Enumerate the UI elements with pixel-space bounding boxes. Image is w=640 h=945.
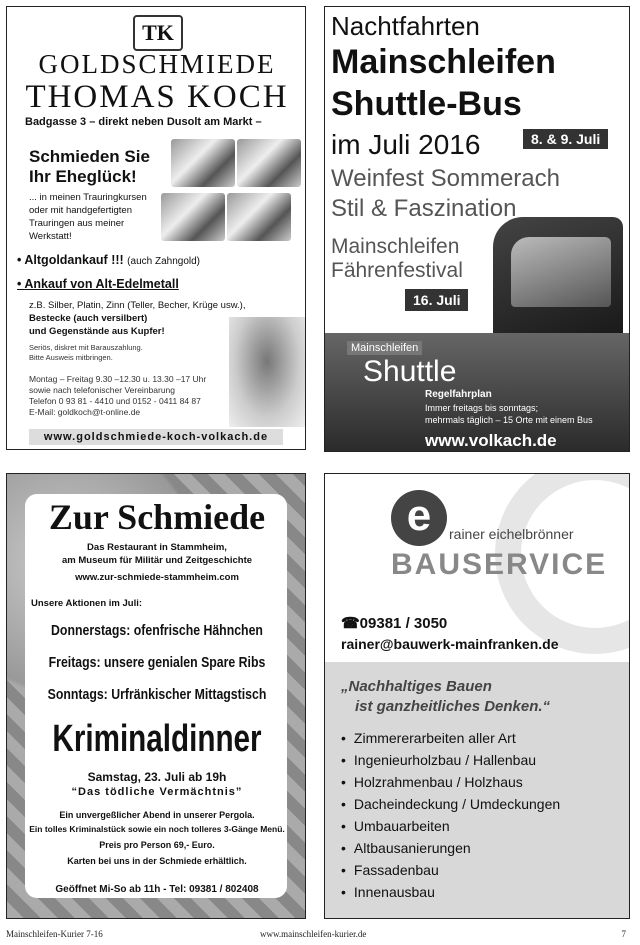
service-item: • Zimmererarbeiten aller Art <box>341 730 516 746</box>
bus-windshield <box>511 237 611 307</box>
ad2-plan2: mehrmals täglich – 15 Orte mit einem Bus <box>425 415 593 425</box>
ad4-quote2: ist ganzheitliches Denken.“ <box>355 698 551 715</box>
hours-line4: E-Mail: goldkoch@t-online.de <box>29 407 141 417</box>
service-item: • Holzrahmenbau / Holzhaus <box>341 774 523 790</box>
ad2-line1: Nachtfahrten <box>331 11 480 41</box>
ad3-action3: Sonntags: Urfränkischer Mittagstisch <box>47 686 267 703</box>
bullet2-text: Ankauf von Alt-Edelmetall <box>24 277 179 291</box>
hours-line2: sowie nach telefonischer Vereinbarung <box>29 385 176 395</box>
ad2-line6: Stil & Faszination <box>331 195 517 222</box>
dog-photo <box>229 317 305 427</box>
ad2-date1: 8. & 9. Juli <box>523 129 608 149</box>
ad3-url[interactable]: www.zur-schmiede-stammheim.com <box>75 572 239 583</box>
ad3-desc1: Ein unvergeßlicher Abend in unserer Pergola. <box>59 810 255 820</box>
ad4-company: BAUSERVICE <box>391 548 608 581</box>
ad3-play: “Das tödliche Vermächtnis” <box>71 786 243 798</box>
footer-page-number: 7 <box>621 929 626 939</box>
tiny-line2: Bitte Ausweis mitbringen. <box>29 353 113 362</box>
ad2-url[interactable]: www.volkach.de <box>425 431 557 450</box>
bullet1-text: Altgoldankauf !!! <box>24 253 124 267</box>
ad3-action1: Donnerstags: ofenfrische Hähnchen <box>51 622 263 639</box>
rings-photo-1 <box>171 139 235 187</box>
ad4-email[interactable]: rainer@bauwerk-mainfranken.de <box>341 636 559 652</box>
ad1-bullet2: • Ankauf von Alt-Edelmetall <box>17 277 179 291</box>
ad2-plan1: Immer freitags bis sonntags; <box>425 403 539 413</box>
rings-photo-4 <box>227 193 291 241</box>
rings-photo-2 <box>237 139 301 187</box>
ad4-phone: ☎09381 / 3050 <box>341 615 448 632</box>
ad2-plan-title: Regelfahrplan <box>425 389 492 400</box>
footer-left: Mainschleifen-Kurier 7-16 <box>6 929 103 939</box>
service-item: • Fassadenbau <box>341 862 439 878</box>
ad3-action2: Freitags: unsere genialen Spare Ribs <box>48 654 266 671</box>
ad3-title: Zur Schmiede <box>48 497 266 537</box>
bullet1-small: (auch Zahngold) <box>127 256 200 267</box>
ad4-quote1: „Nachhaltiges Bauen <box>341 678 492 695</box>
ad2-line7: Mainschleifen <box>331 235 460 258</box>
ad2-line4: im Juli 2016 <box>331 129 481 160</box>
ad2-line5: Weinfest Sommerach <box>331 165 560 192</box>
e-logo: e <box>391 490 447 546</box>
goldschmiede-ad <box>6 6 306 450</box>
service-item: • Dacheindeckung / Umdeckungen <box>341 796 560 812</box>
ad3-actions: Unsere Aktionen im Juli: <box>31 598 143 609</box>
service-item: • Umbauarbeiten <box>341 818 450 834</box>
hours-line3: Telefon 0 93 81 - 4410 und 0152 - 0411 84 87 <box>29 396 201 406</box>
ad2-line3: Shuttle-Bus <box>331 85 522 123</box>
ad1-url[interactable]: www.goldschmiede-koch-volkach.de <box>29 429 283 445</box>
service-item: • Altbausanierungen <box>341 840 471 856</box>
details-line1: z.B. Silber, Platin, Zinn (Teller, Becher, Krüge usw.), <box>29 300 246 311</box>
shuttle-ad <box>324 6 630 452</box>
tk-logo: TK <box>133 15 183 51</box>
ad3-desc4: Karten bei uns in der Schmiede erhältlich. <box>67 856 247 866</box>
service-item: • Ingenieurholzbau / Hallenbau <box>341 752 536 768</box>
bauservice-ad <box>324 473 630 919</box>
ad1-hours <box>29 374 229 418</box>
hours-line1: Montag – Freitag 9.30 –12.30 u. 13.30 –17 Uhr <box>29 374 207 384</box>
ad3-desc2: Ein tolles Kriminalstück sowie ein noch tolleres 3-Gänge Menü. <box>29 824 285 834</box>
ad1-bullet1: • Altgoldankauf !!! (auch Zahngold) <box>17 253 200 267</box>
ad2-brand-top: Mainschleifen <box>347 341 422 355</box>
ad1-headline: Schmieden Sie Ihr Eheglück! <box>29 147 150 186</box>
details-line3: und Gegenstände aus Kupfer! <box>29 326 165 337</box>
details-line2: Bestecke (auch versilbert) <box>29 313 148 324</box>
ad2-brand: Shuttle <box>363 355 457 388</box>
zur-schmiede-ad <box>6 473 306 919</box>
ad2-line2: Mainschleifen <box>331 43 556 81</box>
ad3-sub1: Das Restaurant in Stammheim, <box>87 542 227 553</box>
tiny-line1: Seriös, diskret mit Barauszahlung. <box>29 343 143 352</box>
service-item: • Innenausbau <box>341 884 435 900</box>
ad3-date: Samstag, 23. Juli ab 19h <box>87 770 227 784</box>
ad3-open: Geöffnet Mi-So ab 11h - Tel: 09381 / 802408 <box>55 884 259 895</box>
rings-photo-3 <box>161 193 225 241</box>
ad3-desc3: Preis pro Person 69,- Euro. <box>99 840 215 850</box>
ad2-date2: 16. Juli <box>405 289 468 311</box>
ad3-event: Kriminaldinner <box>52 718 262 760</box>
footer-center[interactable]: www.mainschleifen-kurier.de <box>260 929 367 939</box>
ad2-line8: Fährenfestival <box>331 259 463 282</box>
ad3-sub2: am Museum für Militär und Zeitgeschichte <box>61 555 253 566</box>
ad4-name: rainer eichelbrönner <box>449 526 574 542</box>
ad1-title2: THOMAS KOCH <box>25 79 289 115</box>
ad1-text1: ... in meinen Trauringkursen oder mit handgefertigten Trauringen aus meiner Werkstatt! <box>29 192 147 242</box>
ad1-title1: GOLDSCHMIEDE <box>38 49 276 79</box>
ad1-address: Badgasse 3 – direkt neben Dusolt am Markt – <box>25 116 262 128</box>
ad1-tiny <box>29 343 143 363</box>
